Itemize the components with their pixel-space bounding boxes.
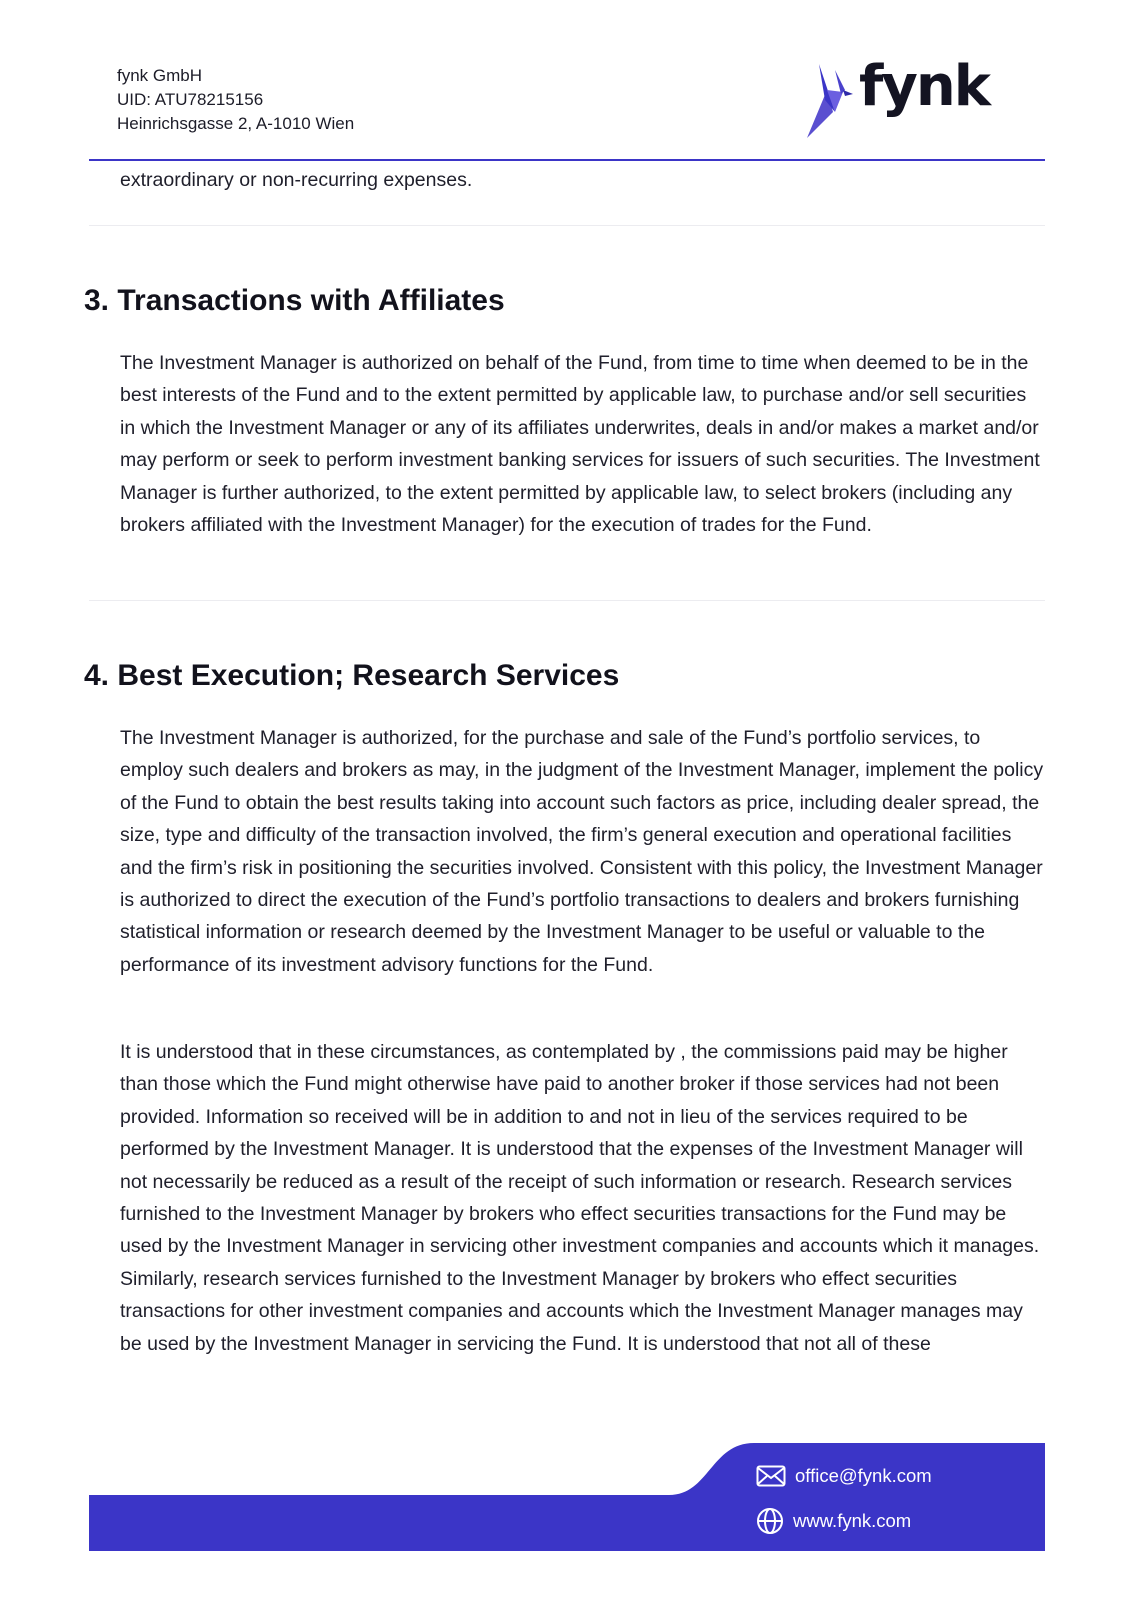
footer-email[interactable] [756, 1462, 932, 1490]
envelope-icon [756, 1465, 786, 1487]
company-name: fynk GmbH [117, 66, 203, 85]
email-link[interactable]: office@fynk.com [795, 1465, 932, 1486]
section-divider [89, 600, 1045, 601]
website-link[interactable]: www.fynk.com [793, 1510, 912, 1531]
footer-website[interactable] [756, 1507, 911, 1535]
section-4-heading: 4. Best Execution; Research Services [84, 659, 620, 692]
section-4-paragraph: It is understood that in these circumstances, as contemplated by , the commissions paid may be higher than those which the Fund might otherwise have paid to another broker if those services had not been provided. Information so received will be in addition to and not in lieu of the services required to be performed by the Investment Manager. It is understood that the expenses of the Investment Manager will not necessarily be reduced as a result of the receipt of such information or research. Research services furnished to the Investment Manager by brokers who effect securities transactions for the Fund may be used by the Investment Manager in servicing other investment companies and accounts which it manages. Similarly, research services furnished to the Investment Manager by brokers who effect securities transactions for other investment companies and accounts which the Investment Manager manages may be used by the Investment Manager in servicing the Fund. It is understood that not all of these [120, 1041, 1040, 1355]
bird-logo-icon [805, 60, 865, 140]
company-uid: UID: ATU78215156 [117, 90, 264, 109]
globe-icon [756, 1507, 784, 1535]
company-info [117, 64, 354, 136]
section-divider [89, 225, 1045, 226]
header-divider [89, 159, 1045, 161]
section-3-heading: 3. Transactions with Affiliates [84, 284, 505, 317]
section-3-paragraph: The Investment Manager is authorized on behalf of the Fund, from time to time when deemed to be in the best interests of the Fund and to the extent permitted by applicable law, to purchase and/or sell securities in which the Investment Manager or any of its affiliates underwrites, deals in and/or makes a market and/or may perform or seek to perform investment banking services for issuers of such securities. The Investment Manager is further authorized, to the extent permitted by applicable law, to select brokers (including any brokers affiliated with the Investment Manager) for the execution of trades for the Fund. [120, 352, 1040, 537]
continued-text: extraordinary or non-recurring expenses. [120, 169, 473, 191]
section-4-paragraph: The Investment Manager is authorized, for the purchase and sale of the Fund’s portfolio services, to employ such dealers and brokers as may, in the judgment of the Investment Manager, implement the policy of the Fund to obtain the best results taking into account such factors as price, including dealer spread, the size, type and difficulty of the transaction involved, the firm’s general execution and operational facilities and the firm’s risk in positioning the securities involved. Consistent with this policy, the Investment Manager is authorized to direct the execution of the Fund’s portfolio transactions to dealers and brokers furnishing statistical information or research deemed by the Investment Manager to be useful or valuable to the performance of its investment advisory functions for the Fund. [120, 727, 1044, 976]
fynk-logo [805, 54, 1015, 144]
logo-wordmark: fynk [859, 54, 989, 119]
company-address: Heinrichsgasse 2, A-1010 Wien [117, 114, 355, 133]
